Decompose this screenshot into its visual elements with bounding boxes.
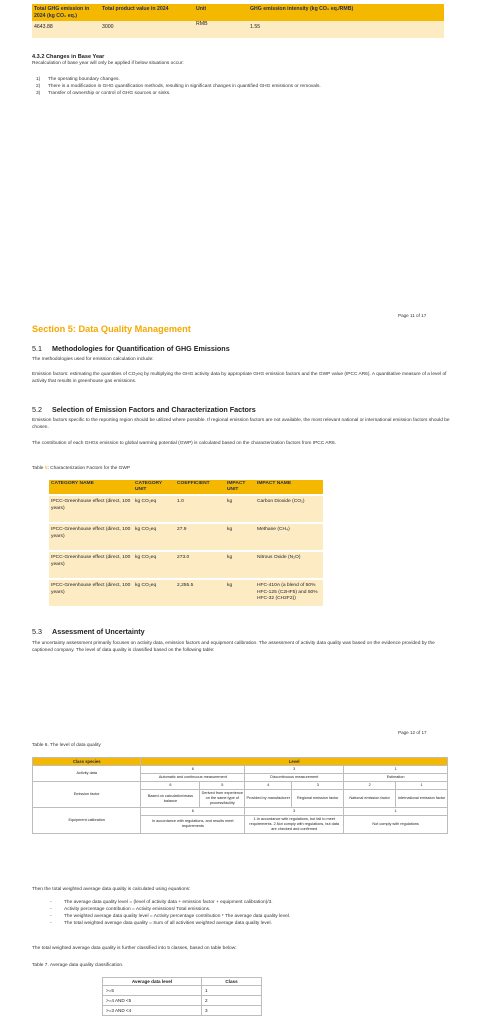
data-quality-level-table: Class species Level Activity data 6 3 1 Automatic and continuous measurement Discontinuous measurement Estimation Emission factor 6 5 4 3 2 1 Based on calculation/mass balance Derived from experience on the same type of process/facility Provided by manufacturer Regional emission factor National emission factor International emission factor Equipment calibration 6 3 1 In accordance with regulations, and results meet requirements 1.In accordance with regulations, but fail to meet requirements. 2.Not comply with regulations, but data are checked and confirmed Not comply with regulations bbox=[32, 757, 448, 834]
header-class: Class bbox=[202, 978, 262, 986]
header-average-level: Average data level bbox=[103, 978, 202, 986]
table-row: >=3 AND <4 3 bbox=[103, 1006, 262, 1016]
row-label-activity: Activity data bbox=[33, 766, 141, 782]
list-item: - The total weighted average data quality = Sum of all activities weighted average data quality level. bbox=[50, 920, 272, 926]
header-intensity: GHG emission intensity (kg CO₂ eq./RMB) bbox=[248, 4, 444, 21]
changes-list bbox=[32, 77, 332, 98]
changes-intro: Recalculation of base year will only be applied if below situations occur: bbox=[32, 61, 184, 66]
list-item: 2) There is a modification in GHG quantification methods, resulting in significant changes in quantified GHG emissions or removals. bbox=[36, 83, 321, 89]
header-coefficient: COEFFICIENT bbox=[175, 480, 225, 494]
list-item: 1) The operating boundary changes. bbox=[36, 77, 120, 82]
page-footer: Page 12 of 17 bbox=[398, 730, 427, 735]
table-row: IPCC-Greenhouse effect (direct, 100 years) kg CO₂eq 273.0 kg Nitrous Oxide (N₂O) bbox=[49, 552, 323, 578]
page-footer: Page 11 of 17 bbox=[398, 313, 427, 318]
section-title: Section 5: Data Quality Management bbox=[32, 324, 191, 334]
changes-heading: 4.3.2 Changes in Base Year bbox=[32, 54, 105, 60]
header-category-unit: CATEGORY UNIT bbox=[133, 480, 175, 494]
paragraph: The methodologies used for emission calculation include: bbox=[32, 357, 154, 362]
header-impact-name: IMPACT NAME bbox=[255, 480, 323, 494]
paragraph: The total weighted average data quality is further classified into 5 classes, based on table below: bbox=[32, 946, 237, 951]
list-item: - The weighted average data quality level = Activity percentage contribution * The average data quality level. bbox=[50, 913, 291, 919]
characterization-factors-table bbox=[49, 480, 323, 606]
section-5-3-heading: 5.3 Assessment of Uncertainty bbox=[32, 627, 145, 636]
header-class-species: Class species bbox=[33, 758, 141, 766]
header-product-value: Total product value in 2024 bbox=[100, 4, 194, 21]
weighted-bullet-list bbox=[44, 900, 444, 928]
ghg-intensity-table bbox=[32, 4, 444, 38]
list-item: - The average data quality level = (level of activity data + emission factor + equipment calibration)/3. bbox=[50, 900, 273, 905]
average-quality-class-table bbox=[102, 977, 262, 1016]
cell-unit: RMB bbox=[194, 21, 248, 38]
header-total-emission: Total GHG emission in 2024 (kg CO₂ eq.) bbox=[32, 4, 100, 21]
header-category-name: CATEGORY NAME bbox=[49, 480, 133, 494]
paragraph: Then the total weighted average data quality is calculated using equations: bbox=[32, 887, 191, 892]
list-item: 3) Transfer of ownership or control of GHG sources or sinks. bbox=[36, 90, 171, 96]
cell-product-value: 3000 bbox=[100, 21, 194, 38]
row-label-equipment: Equipment calibration bbox=[33, 807, 141, 833]
list-item: - Activity percentage contribution = Activity emissions/ Total emissions. bbox=[50, 906, 211, 912]
header-impact-unit: IMPACT UNIT bbox=[225, 480, 255, 494]
section-5-2-heading: 5.2 Selection of Emission Factors and Characterization Factors bbox=[32, 405, 256, 414]
header-level: Level bbox=[141, 758, 448, 766]
paragraph: Emission factors specific to the reporting region should be utilized where possible. If regional emission factors are not available, the most relevant national or international emission factors should be chosen. bbox=[32, 418, 450, 430]
cell-total-emission: 4643.88 bbox=[32, 21, 100, 38]
table-row: IPCC-Greenhouse effect (direct, 100 years) kg CO₂eq 27.9 kg Methane (CH₄) bbox=[49, 524, 323, 550]
header-unit: Unit bbox=[194, 4, 248, 21]
cell-intensity: 1.55 bbox=[248, 21, 444, 38]
table-row: IPCC-Greenhouse effect (direct, 100 years) kg CO₂eq 2,255.5 kg HFC-410A (a blend of 50% HFC-125 (C2HF5) and 50% HFC-32 (CH2F2)) bbox=[49, 580, 323, 607]
table-6-caption: Table 6. The level of data quality bbox=[32, 743, 101, 748]
table-5-caption: Table 5: Characterization Factors for the GWP bbox=[32, 466, 131, 471]
table-row: >=5 1 bbox=[103, 986, 262, 996]
table-7-caption: Table 7. Average data quality classification. bbox=[32, 963, 124, 968]
section-5-1-heading: 5.1 Methodologies for Quantification of GHG Emissions bbox=[32, 344, 230, 353]
paragraph: The uncertainty assessment primarily focuses on activity data, emission factors and equipment calibration. The assessment of activity data quality was based on the evidence provided by the captioned company. The level of data quality is classified based on the following table: bbox=[32, 641, 435, 653]
paragraph: Emission factors: estimating the quantities of CO₂eq by multiplying the GHG activity data by appropriate GHG emission factors and the GWP value (IPCC AR6). A quantitative measure of a level of activity that results in greenhouse gas emissions. bbox=[32, 372, 447, 384]
row-label-emission: Emission factor bbox=[33, 782, 141, 808]
table-row: >=4 AND <5 2 bbox=[103, 996, 262, 1006]
paragraph: The contribution of each GHGs emission to global warming potential (GWP) is calculated based on the characterization factors from IPCC AR6. bbox=[32, 441, 336, 446]
table-row: IPCC-Greenhouse effect (direct, 100 years) kg CO₂eq 1.0 kg Carbon Dioxide (CO₂) bbox=[49, 496, 323, 522]
